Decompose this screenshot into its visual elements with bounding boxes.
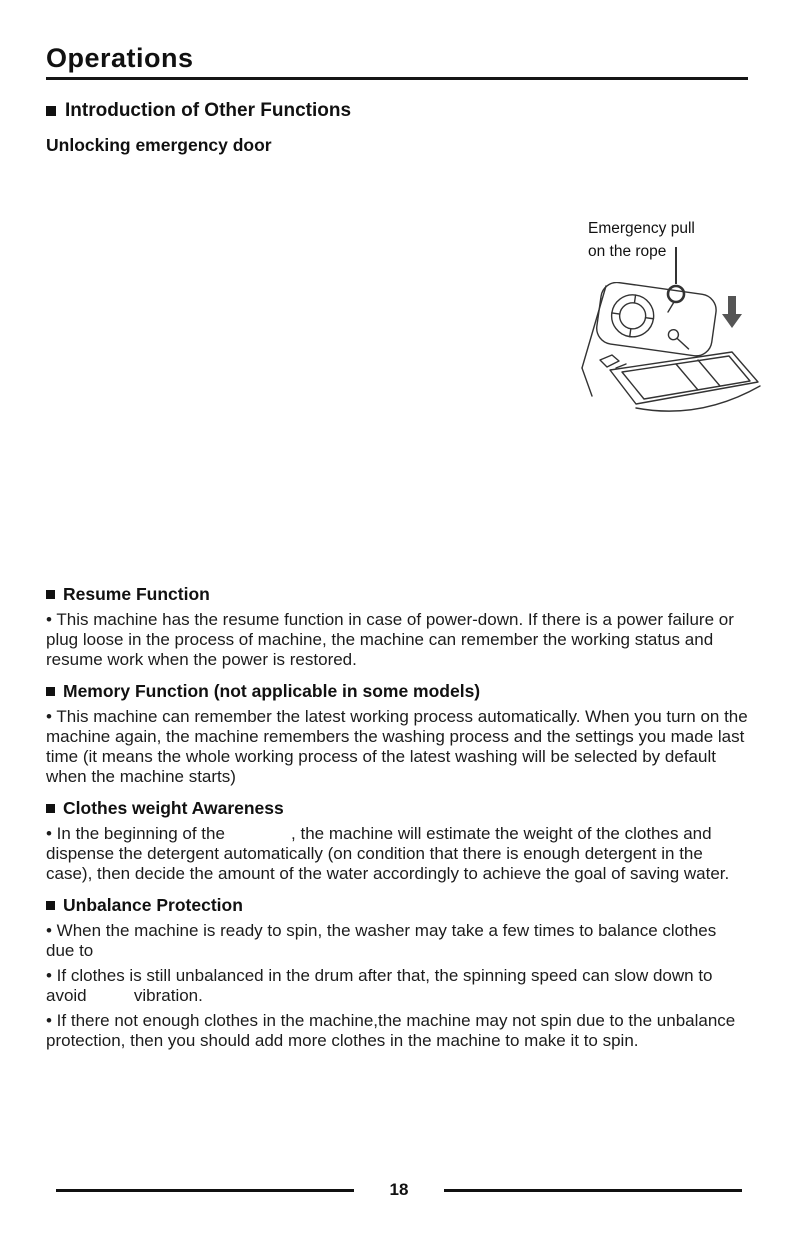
section-heading-text: Clothes weight Awareness <box>63 797 284 818</box>
section-heading-text: Memory Function (not applicable in some models) <box>63 680 481 701</box>
page-header <box>46 44 748 80</box>
section-paragraph: • If there not enough clothes in the machine,the machine may not spin due to the unbalance protection, then you should add more clothes in the machine to make it to spin. <box>46 1010 740 1050</box>
square-bullet-icon <box>46 901 55 910</box>
section-heading-text: Resume Function <box>63 583 210 604</box>
page-footer <box>56 1180 742 1200</box>
manual-page <box>0 44 794 1051</box>
section-heading-memory-function <box>46 681 748 702</box>
page-title: Operations <box>46 43 194 73</box>
subsection-heading-unlocking-door: Unlocking emergency door <box>46 134 272 155</box>
section-heading-text: Introduction of Other Functions <box>65 99 352 121</box>
section-heading-unbalance-protection <box>46 895 748 916</box>
section-paragraph: • This machine has the resume function in case of power-down. If there is a power failure or plug loose in the process of machine, the machine can remember the working status and resume work when the power is restored. <box>46 609 739 669</box>
section-heading-resume-function <box>46 584 748 605</box>
down-arrow-icon <box>722 296 742 328</box>
section-heading-text: Unbalance Protection <box>63 894 243 915</box>
caption-pointer-line <box>675 247 677 284</box>
section-paragraph: • This machine can remember the latest working process automatically. When you turn on the machine again, the machine remembers the washing process and the settings you made last time (it means the whole working process of the latest washing will be selected by default when the machine starts) <box>46 706 753 786</box>
square-bullet-icon <box>46 687 55 696</box>
page-number: 18 <box>389 1180 409 1199</box>
illustration-caption-line1: Emergency pull <box>588 220 695 237</box>
emergency-door-illustration <box>572 220 772 438</box>
footer-rule-right <box>444 1189 742 1192</box>
square-bullet-icon <box>46 590 55 599</box>
footer-rule-left <box>56 1189 354 1192</box>
section-heading-clothes-weight <box>46 798 748 819</box>
section-paragraph: • When the machine is ready to spin, the washer may take a few times to balance clothes due to <box>46 920 721 960</box>
square-bullet-icon <box>46 106 56 116</box>
square-bullet-icon <box>46 804 55 813</box>
section-heading-other-functions <box>46 100 748 122</box>
emergency-door-drawing <box>580 282 770 434</box>
section-paragraph: • If clothes is still unbalanced in the drum after that, the spinning speed can slow down to avoid vibration. <box>46 965 718 1005</box>
illustration-caption-line2: on the rope <box>588 243 667 260</box>
section-paragraph: • In the beginning of the , the machine will estimate the weight of the clothes and dispense the detergent automatically (on condition that there is enough detergent in the case), then decide the amount of the water accordingly to achieve the goal of saving water. <box>46 823 730 883</box>
